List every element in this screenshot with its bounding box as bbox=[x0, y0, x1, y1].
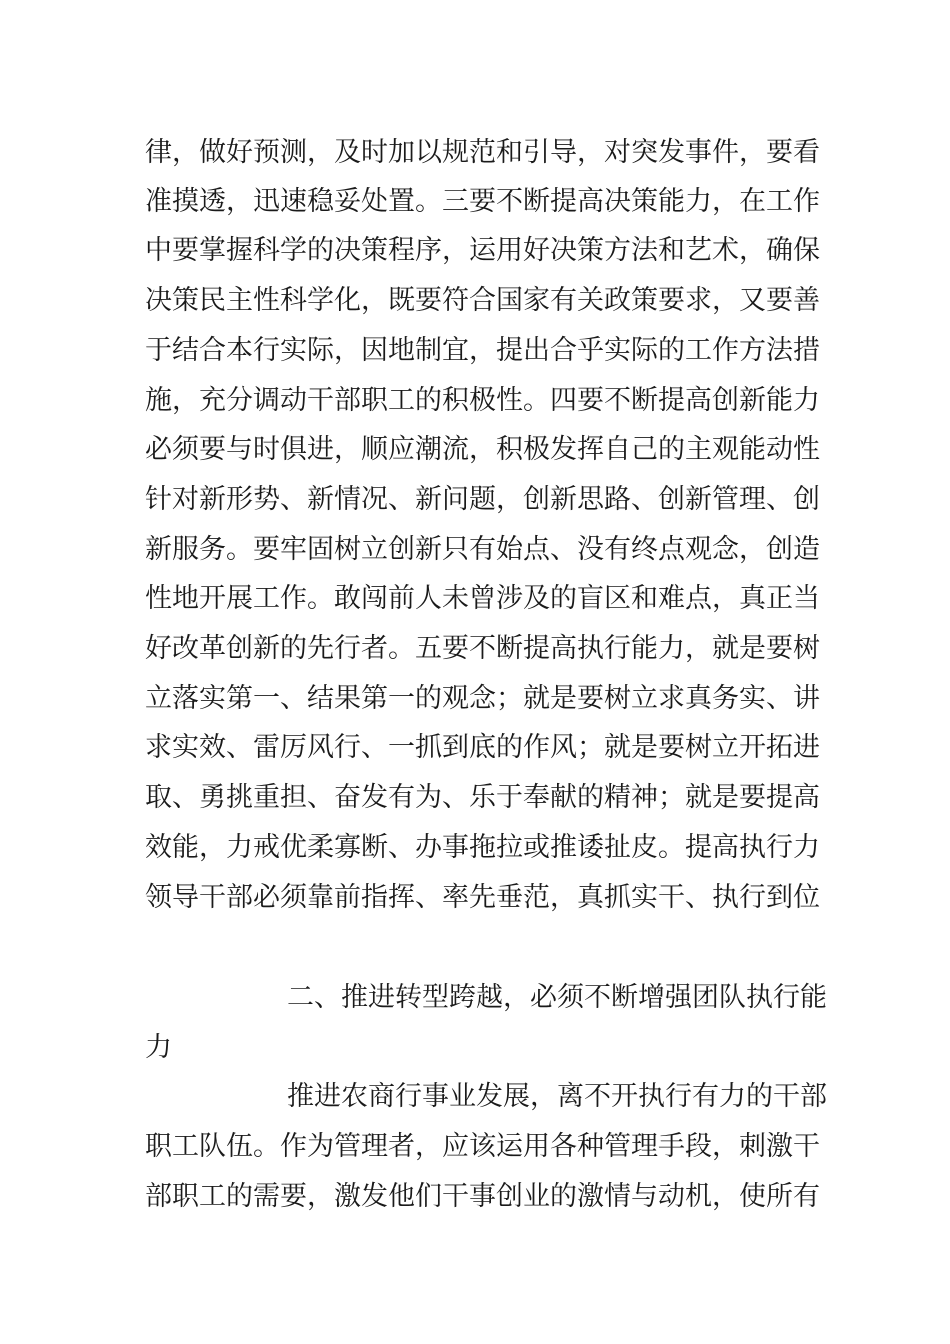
paragraph-line: 取、勇挑重担、奋发有为、乐于奉献的精神；就是要提高 bbox=[145, 782, 820, 813]
paragraph-line: 立落实第一、结果第一的观念；就是要树立求真务实、讲 bbox=[145, 683, 820, 714]
paragraph-line: 于结合本行实际，因地制宜，提出合乎实际的工作方法措 bbox=[145, 335, 820, 366]
paragraph-line: 必须要与时俱进，顺应潮流，积极发挥自己的主观能动性 bbox=[145, 434, 820, 465]
paragraph-line: 新服务。要牢固树立创新只有始点、没有终点观念，创造 bbox=[145, 534, 820, 565]
paragraph-line: 效能，力戒优柔寡断、办事拖拉或推诿扯皮。提高执行力 bbox=[145, 832, 820, 863]
paragraph-line: 准摸透，迅速稳妥处置。三要不断提高决策能力，在工作 bbox=[145, 186, 820, 217]
paragraph-line: 中要掌握科学的决策程序，运用好决策方法和艺术，确保 bbox=[145, 235, 820, 266]
paragraph-line: 领导干部必须靠前指挥、率先垂范，真抓实干、执行到位 bbox=[145, 882, 820, 913]
paragraph-line: 针对新形势、新情况、新问题，创新思路、创新管理、创 bbox=[145, 484, 820, 515]
paragraph-line: 部职工的需要，激发他们干事创业的激情与动机，使所有 bbox=[145, 1181, 820, 1212]
paragraph-line: 性地开展工作。敢闯前人未曾涉及的盲区和难点，真正当 bbox=[145, 583, 820, 614]
paragraph-line: 职工队伍。作为管理者，应该运用各种管理手段，刺激干 bbox=[145, 1131, 820, 1162]
paragraph-line: 求实效、雷厉风行、一抓到底的作风；就是要树立开拓进 bbox=[145, 732, 820, 763]
section-heading-continuation: 力 bbox=[145, 1032, 172, 1063]
section-heading: 二、推进转型跨越，必须不断增强团队执行能 bbox=[287, 982, 827, 1013]
paragraph-line: 律，做好预测，及时加以规范和引导，对突发事件，要看 bbox=[145, 137, 820, 168]
paragraph-line: 施，充分调动干部职工的积极性。四要不断提高创新能力 bbox=[145, 385, 820, 416]
paragraph-line: 好改革创新的先行者。五要不断提高执行能力，就是要树 bbox=[145, 633, 820, 664]
paragraph-line: 推进农商行事业发展，离不开执行有力的干部 bbox=[287, 1081, 827, 1112]
paragraph-line: 决策民主性科学化，既要符合国家有关政策要求，又要善 bbox=[145, 285, 820, 316]
